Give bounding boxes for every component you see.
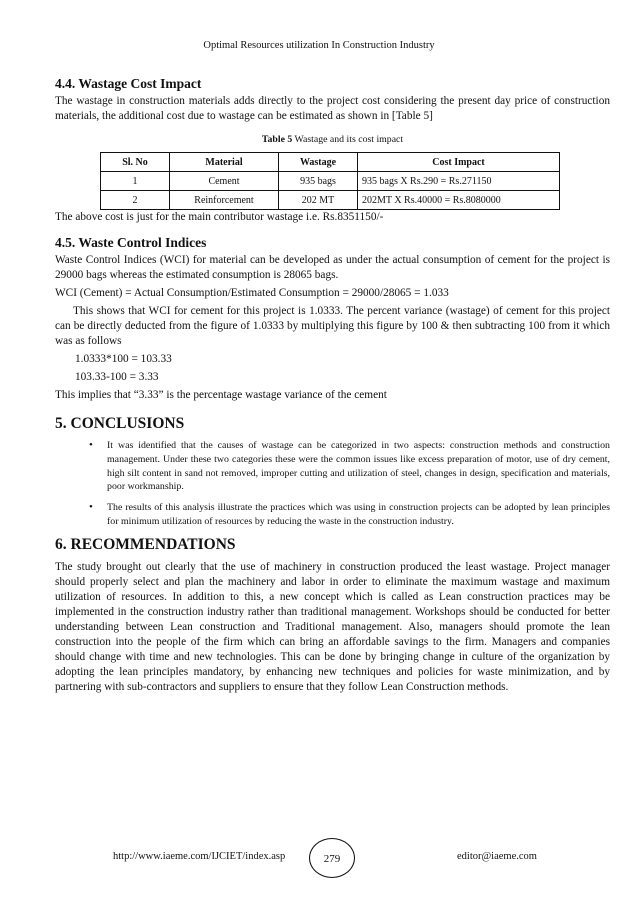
recommendations-heading: 6. RECOMMENDATIONS — [55, 535, 236, 553]
col-header-sl-no: Sl. No — [101, 153, 170, 172]
running-header: Optimal Resources utilization In Construction Industry — [203, 40, 435, 51]
cell-material: Cement — [170, 172, 279, 191]
after-table-text: The above cost is just for the main contributor wastage i.e. Rs.8351150/- — [55, 211, 384, 223]
wci-formula: WCI (Cement) = Actual Consumption/Estimated Consumption = 29000/28065 = 1.033 — [55, 287, 449, 299]
cell-wastage: 202 MT — [279, 191, 358, 210]
section-4-4-heading: 4.4. Wastage Cost Impact — [55, 76, 202, 91]
list-item — [89, 501, 610, 529]
cell-sl-no: 2 — [101, 191, 170, 210]
col-header-material: Material — [170, 153, 279, 172]
conclusions-list — [55, 439, 610, 529]
cell-sl-no: 1 — [101, 172, 170, 191]
section-4-5-paragraph-1: Waste Control Indices (WCI) for material can be developed as under the actual consumption of cement for the project is 29000 bags whereas the estimated consumption is 28065 bags. — [55, 254, 610, 281]
table-caption-label: Table 5 — [261, 134, 293, 145]
cell-material: Reinforcement — [170, 191, 279, 210]
cell-cost-impact: 935 bags X Rs.290 = Rs.271150 — [358, 172, 560, 191]
equation-2: 103.33-100 = 3.33 — [75, 371, 159, 383]
table-caption — [55, 134, 610, 145]
conclusions-heading: 5. CONCLUSIONS — [55, 415, 185, 432]
bullet-icon: • — [89, 501, 93, 514]
footer-email-link[interactable]: editor@iaeme.com — [457, 851, 537, 862]
page-number: 279 — [309, 838, 355, 878]
equation-1: 1.0333*100 = 103.33 — [75, 353, 172, 365]
table-header-row — [101, 153, 560, 172]
list-item — [89, 439, 610, 494]
page-footer — [0, 838, 638, 878]
table-row — [101, 191, 560, 210]
col-header-cost-impact: Cost Impact — [358, 153, 560, 172]
section-4-5-paragraph-3: This shows that WCI for cement for this project is 1.0333. The percent variance (wastage) of cement for this project can be directly deducted from the figure of 1.0333 by multiplying this figure by 100 & then subtracting 100 from it which was as follows — [55, 305, 610, 347]
section-4-5-heading: 4.5. Waste Control Indices — [55, 235, 207, 250]
footer-url-link[interactable]: http://www.iaeme.com/IJCIET/index.asp — [113, 851, 286, 862]
cell-wastage: 935 bags — [279, 172, 358, 191]
main-content — [55, 76, 610, 695]
section-4-5-paragraph-4: This implies that “3.33” is the percentage wastage variance of the cement — [55, 389, 387, 401]
cell-cost-impact: 202MT X Rs.40000 = Rs.8080000 — [358, 191, 560, 210]
section-4-4-paragraph: The wastage in construction materials adds directly to the project cost considering the present day price of construction materials, the additional cost due to wastage can be estimated as shown in [Table 5] — [55, 95, 610, 122]
wastage-table — [100, 152, 560, 210]
table-row — [101, 172, 560, 191]
table-caption-text: Wastage and its cost impact — [292, 134, 404, 145]
bullet-text: The results of this analysis illustrate the practices which was using in construction projects can be adopted by lean principles for minimum utilization of resources by reducing the waste in the construction industry. — [107, 502, 610, 527]
bullet-icon: • — [89, 439, 93, 451]
bullet-text: It was identified that the causes of wastage can be categorized in two aspects: construction methods and construction management. Under these two categories these were the common issues like excess preparation of motor, use of dry cement, high silt content in sand not removed, improper cutting and utilization of steel, changes in design, specification and materials, poor workmanship. — [107, 440, 610, 493]
recommendations-paragraph: The study brought out clearly that the use of machinery in construction produced the least wastage. Project manager should properly select and plan the machinery and labor in order to eliminate the maximum wastage and maximum utilization of resources. In addition to this, a new concept which is called as Lean construction practices may be implemented in the construction industry rather than traditional management. Workshops should be conducted for better understanding between Lean construction and Traditional management. Also, managers should promote the lean construction into the people of the firm which can bring an affordable savings to the firm. Managers and companies should change with time and new technologies. This can be done by bringing change in culture of the organization by adopting the lean principles mandatory, by enhancing new techniques and policies for waste minimization, and by partnering with sub-contractors and suppliers to ensure that they follow Lean Construction methods. — [55, 560, 610, 693]
col-header-wastage: Wastage — [279, 153, 358, 172]
